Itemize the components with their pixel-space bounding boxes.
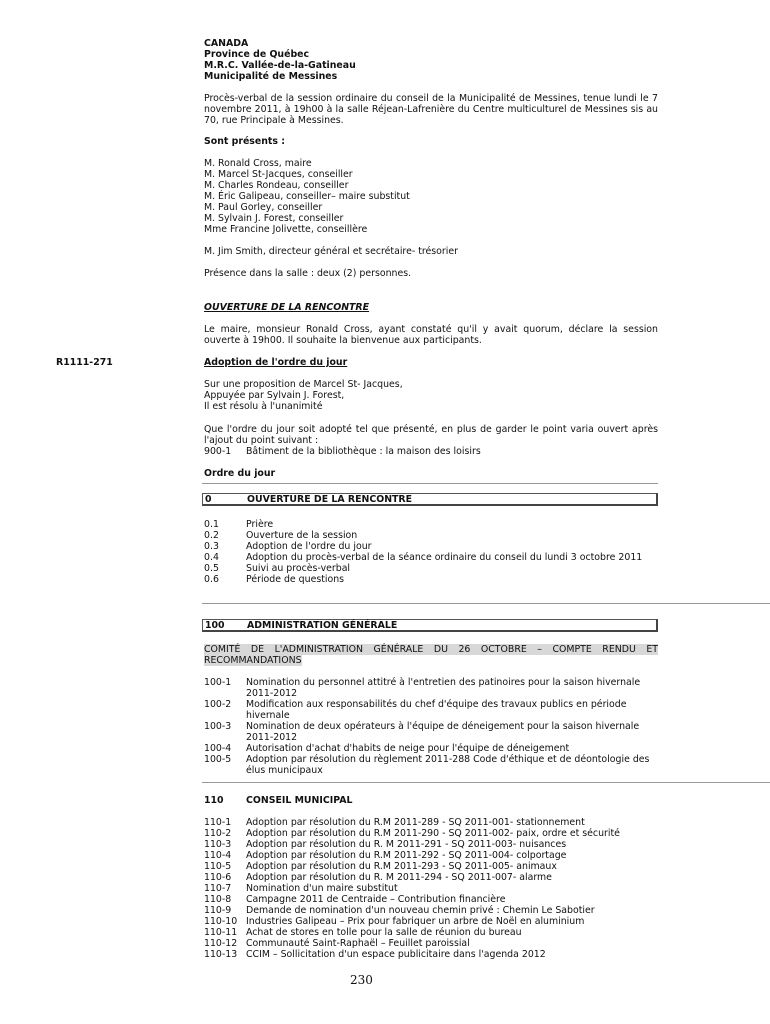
present-member: M. Éric Galipeau, conseiller– maire substitut bbox=[204, 191, 410, 202]
director-line: M. Jim Smith, directeur général et secrétaire- trésorier bbox=[204, 246, 458, 257]
committee-heading: COMITÉ DE L'ADMINISTRATION GÉNÉRALE DU 26 OCTOBRE – COMPTE RENDU ET RECOMMANDATIONS bbox=[204, 644, 658, 666]
section-110-items bbox=[204, 817, 658, 960]
section-100-items bbox=[204, 677, 658, 776]
agenda-item: 110-7 Nomination d'un maire substitut bbox=[204, 883, 398, 894]
agenda-item: 0.1 Prière bbox=[204, 519, 274, 530]
agenda-item: 100-5 Adoption par résolution du règlement 2011-288 Code d'éthique et de déontologie des élus municipaux bbox=[204, 754, 650, 776]
present-member: M. Marcel St-Jacques, conseiller bbox=[204, 169, 353, 180]
agenda-item: 110-13 CCIM – Sollicitation d'un espace publicitaire dans l'agenda 2012 bbox=[204, 949, 546, 960]
section-header-100 bbox=[202, 619, 658, 632]
agenda-item: 0.5 Suivi au procès-verbal bbox=[204, 563, 351, 574]
intro-paragraph: Procès-verbal de la session ordinaire du conseil de la Municipalité de Messines, tenue lundi le 7 novembre 2011, à 19h00 à la salle Réjean-Lafrenière du Centre multiculturel de Messines sis au 70, rue Principale à Messines. bbox=[204, 93, 658, 126]
agenda-item: 110-8 Campagne 2011 de Centraide – Contribution financière bbox=[204, 894, 506, 905]
agenda-item: 110-4 Adoption par résolution du R.M 2011-292 - SQ 2011-004- colportage bbox=[204, 850, 567, 861]
header-mrc: M.R.C. Vallée-de-la-Gatineau bbox=[204, 60, 356, 71]
agenda-item: 100-2 Modification aux responsabilités du chef d'équipe des travaux publics en période hivernale bbox=[204, 699, 627, 721]
agenda-item: 110-2 Adoption par résolution du R.M 2011-290 - SQ 2011-002- paix, ordre et sécurité bbox=[204, 828, 620, 839]
agenda-item: 110-9 Demande de nomination d'un nouveau chemin privé : Chemin Le Sabotier bbox=[204, 905, 595, 916]
present-member: M. Paul Gorley, conseiller bbox=[204, 202, 323, 213]
agenda-item: 110-11 Achat de stores en tolle pour la salle de réunion du bureau bbox=[204, 927, 522, 938]
added-item-number: 900-1 bbox=[204, 446, 232, 457]
agenda-item: 110-12 Communauté Saint-Raphaël – Feuillet paroissial bbox=[204, 938, 470, 949]
presents-list bbox=[204, 158, 658, 235]
agenda-item: 110-1 Adoption par résolution du R.M 2011-289 - SQ 2011-001- stationnement bbox=[204, 817, 585, 828]
section-0-items bbox=[204, 519, 658, 585]
resolution-motion bbox=[204, 379, 658, 412]
municipality-header bbox=[204, 38, 658, 82]
present-member: Mme Francine Jolivette, conseillère bbox=[204, 224, 368, 235]
agenda-item: 0.6 Période de questions bbox=[204, 574, 345, 585]
moved-by: Sur une proposition de Marcel St- Jacques, bbox=[204, 379, 403, 390]
agenda-item: 110-10 Industries Galipeau – Prix pour fabriquer un arbre de Noël en aluminium bbox=[204, 916, 585, 927]
present-member: M. Charles Rondeau, conseiller bbox=[204, 180, 349, 191]
divider bbox=[202, 782, 770, 783]
opening-title: OUVERTURE DE LA RENCONTRE bbox=[204, 302, 370, 313]
resolution-number: R1111-271 bbox=[56, 357, 113, 368]
header-municipality: Municipalité de Messines bbox=[204, 71, 338, 82]
section-number: 100 bbox=[205, 619, 225, 631]
section-number: 110 bbox=[204, 795, 224, 806]
header-country: CANADA bbox=[204, 38, 249, 49]
agenda-item: 110-6 Adoption par résolution du R. M 2011-294 - SQ 2011-007- alarme bbox=[204, 872, 552, 883]
agenda-item: 110-3 Adoption par résolution du R. M 2011-291 - SQ 2011-003- nuisances bbox=[204, 839, 567, 850]
header-province: Province de Québec bbox=[204, 49, 310, 60]
agenda-item: 110-5 Adoption par résolution du R.M 2011-293 - SQ 2011-005- animaux bbox=[204, 861, 557, 872]
agenda-item: 100-4 Autorisation d'achat d'habits de neige pour l'équipe de déneigement bbox=[204, 743, 570, 754]
agenda-item: 100-3 Nomination de deux opérateurs à l'équipe de déneigement pour la saison hivernale 2011-2012 bbox=[204, 721, 640, 743]
divider bbox=[202, 483, 658, 484]
divider bbox=[202, 603, 770, 604]
present-member: M. Sylvain J. Forest, conseiller bbox=[204, 213, 344, 224]
agenda-item: 0.3 Adoption de l'ordre du jour bbox=[204, 541, 372, 552]
presents-title: Sont présents : bbox=[204, 136, 285, 147]
opening-text: Le maire, monsieur Ronald Cross, ayant constaté qu'il y avait quorum, déclare la session ouverte à 19h00. Il souhaite la bienvenue aux participants. bbox=[204, 324, 658, 346]
agenda-item: 100-1 Nomination du personnel attitré à l'entretien des patinoires pour la saison hivernale 2011-2012 bbox=[204, 677, 641, 699]
added-item-text: Bâtiment de la bibliothèque : la maison des loisirs bbox=[246, 446, 481, 457]
seconded-by: Appuyée par Sylvain J. Forest, bbox=[204, 390, 345, 401]
section-title: ADMINISTRATION GÉNÉRALE bbox=[247, 619, 398, 631]
audience-line: Présence dans la salle : deux (2) personnes. bbox=[204, 268, 412, 279]
page-number: 230 bbox=[350, 973, 373, 987]
agenda-title: Ordre du jour bbox=[204, 468, 276, 479]
section-title: CONSEIL MUNICIPAL bbox=[246, 795, 353, 806]
resolved-line: Il est résolu à l'unanimité bbox=[204, 401, 323, 412]
section-header-0 bbox=[202, 493, 658, 506]
section-header-110 bbox=[204, 795, 658, 806]
agenda-item: 0.2 Ouverture de la session bbox=[204, 530, 358, 541]
added-item bbox=[204, 446, 658, 457]
resolution-text: Que l'ordre du jour soit adopté tel que présenté, en plus de garder le point varia ouvert après l'ajout du point suivant : bbox=[204, 424, 658, 446]
section-number: 0 bbox=[205, 493, 212, 505]
present-member: M. Ronald Cross, maire bbox=[204, 158, 312, 169]
resolution-title: Adoption de l'ordre du jour bbox=[204, 357, 348, 368]
section-title: OUVERTURE DE LA RENCONTRE bbox=[247, 493, 413, 505]
agenda-item: 0.4 Adoption du procès-verbal de la séance ordinaire du conseil du lundi 3 octobre 2011 bbox=[204, 552, 643, 563]
